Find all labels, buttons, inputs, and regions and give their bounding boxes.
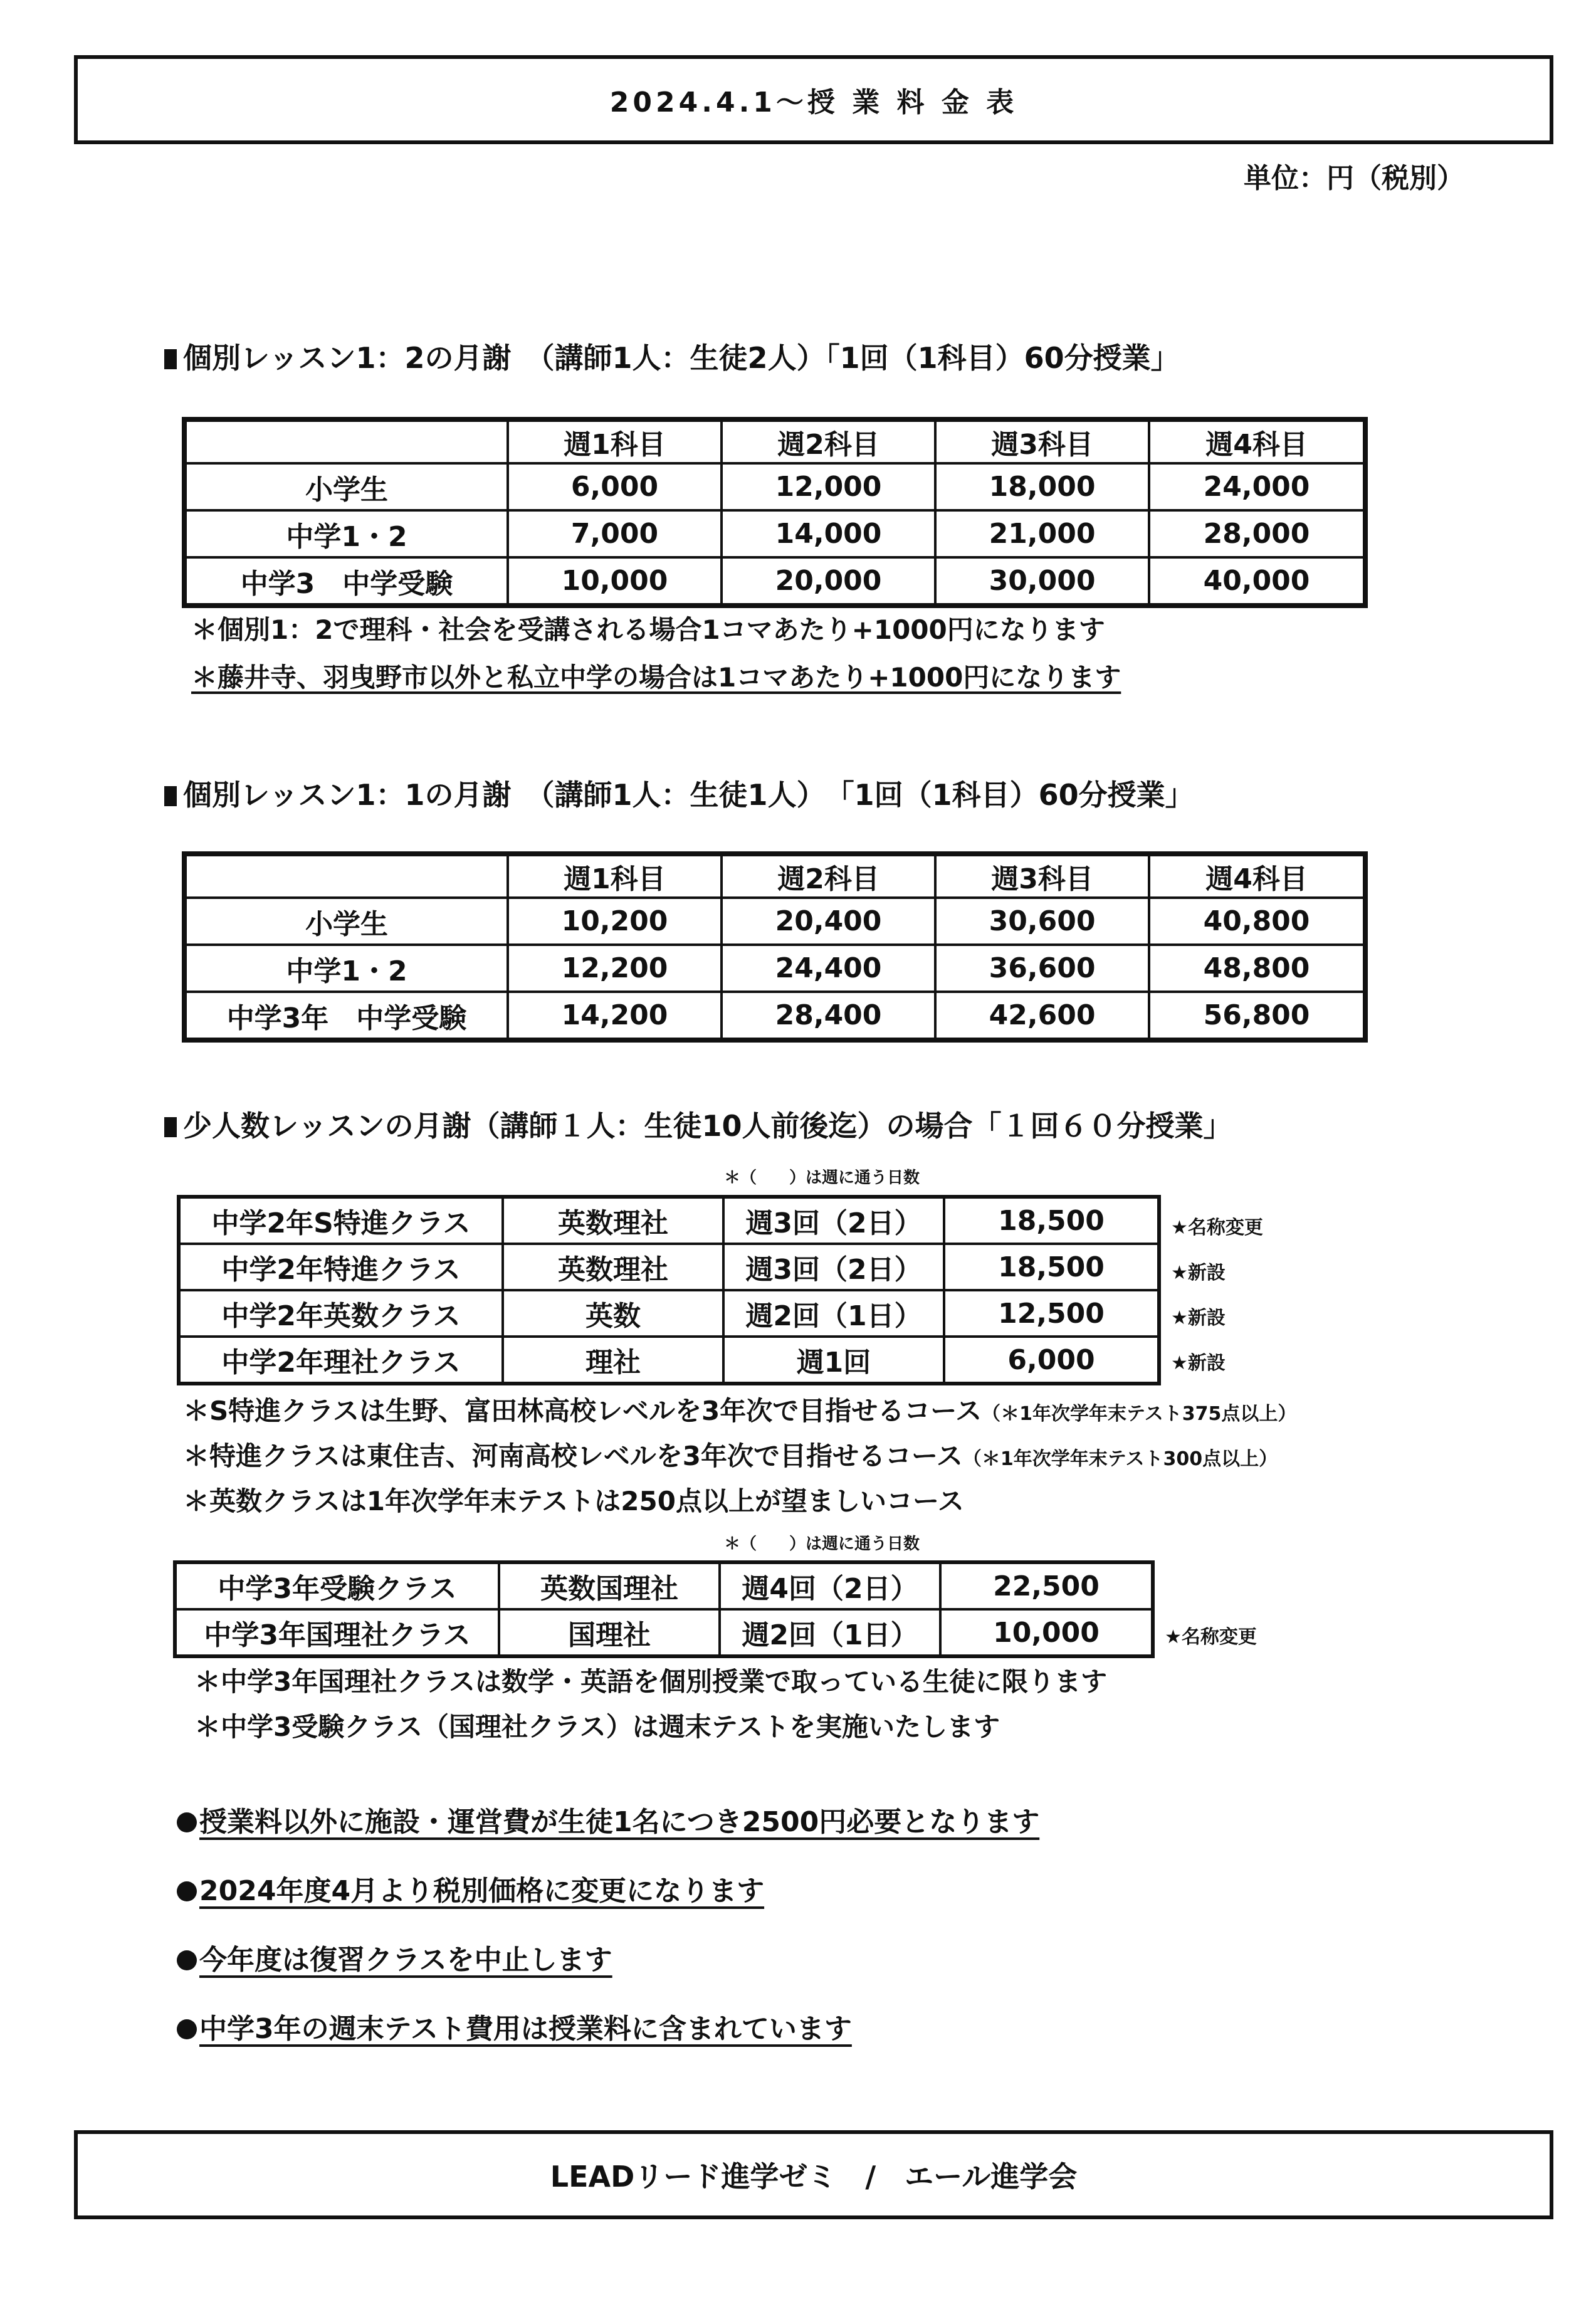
table-cell: 14,000 xyxy=(722,510,935,557)
note-small: （＊1年次学年末テスト300点以上） xyxy=(962,1448,1278,1470)
price-cell: 6,000 xyxy=(944,1337,1159,1384)
table-row xyxy=(184,510,1365,557)
table-header-cell: 週2科目 xyxy=(722,854,935,898)
table-cell: 36,600 xyxy=(935,945,1149,992)
table-cell: 12,200 xyxy=(508,945,722,992)
table-cell: 48,800 xyxy=(1149,945,1365,992)
table-row xyxy=(179,1290,1159,1337)
table-cell: 21,000 xyxy=(935,510,1149,557)
table-cell: 10,200 xyxy=(508,898,722,945)
note-main: ＊特進クラスは東住吉、河南高校レベルを3年次で目指せるコース xyxy=(183,1441,963,1471)
section1-heading-text: 個別レッスン1：2の月謝 （講師1人：生徒2人）「1回（1科目）60分授業」 xyxy=(183,341,1180,375)
change-mark: ★名称変更 xyxy=(1171,1217,1263,1239)
table-row xyxy=(184,463,1365,510)
price-cell: 12,500 xyxy=(944,1290,1159,1337)
table-small-group-3rd xyxy=(173,1560,1155,1658)
page-title: 2024.4.1～授 業 料 金 表 xyxy=(609,87,1018,118)
class-name-cell: 中学2年理社クラス xyxy=(179,1337,503,1384)
class-name-cell: 中学3年受験クラス xyxy=(175,1562,499,1609)
table-row xyxy=(184,945,1365,992)
change-mark: ★新設 xyxy=(1171,1307,1226,1329)
section4-caption: ＊（ ）は週に通う日数 xyxy=(724,1535,920,1553)
table-cell: 7,000 xyxy=(508,510,722,557)
table-cell: 40,000 xyxy=(1149,557,1365,606)
circle-bullet-icon xyxy=(177,1812,197,1832)
frequency-cell: 週2回（1日） xyxy=(720,1609,940,1656)
info-bullet xyxy=(177,2006,852,2046)
frequency-cell: 週3回（2日） xyxy=(723,1197,944,1244)
note-main: ＊S特進クラスは生野、富田林高校レベルを3年次で目指せるコース xyxy=(183,1395,982,1426)
table-row xyxy=(184,992,1365,1040)
title-box xyxy=(74,55,1553,144)
table-header-cell: 週3科目 xyxy=(935,854,1149,898)
change-mark: ★新設 xyxy=(1171,1352,1226,1374)
row-label: 小学生 xyxy=(184,463,508,510)
price-cell: 22,500 xyxy=(940,1562,1153,1609)
circle-bullet-icon xyxy=(177,2019,197,2039)
table-header-row xyxy=(184,419,1365,463)
section2-heading xyxy=(164,772,1194,814)
subjects-cell: 英数 xyxy=(503,1290,723,1337)
circle-bullet-icon xyxy=(177,1881,197,1901)
section3-heading xyxy=(164,1103,1232,1145)
section4-note: ＊中学3受験クラス（国理社クラス）は週末テストを実施いたします xyxy=(194,1711,1000,1742)
subjects-cell: 英数国理社 xyxy=(499,1562,720,1609)
section3-heading-text: 少人数レッスンの月謝（講師１人：生徒10人前後迄）の場合「１回６０分授業」 xyxy=(183,1109,1232,1143)
section1-note: ＊藤井寺、羽曳野市以外と私立中学の場合は1コマあたり+1000円になります xyxy=(191,662,1121,693)
subjects-cell: 理社 xyxy=(503,1337,723,1384)
section2-heading-text: 個別レッスン1：1の月謝 （講師1人：生徒1人） 「1回（1科目）60分授業」 xyxy=(183,778,1194,812)
frequency-cell: 週2回（1日） xyxy=(723,1290,944,1337)
section3-note xyxy=(183,1390,1296,1428)
table-cell: 42,600 xyxy=(935,992,1149,1040)
info-bullet-text: 授業料以外に施設・運営費が生徒1名につき2500円必要となります xyxy=(199,1806,1040,1838)
info-bullet-text: 2024年度4月より税別価格に変更になります xyxy=(199,1875,765,1907)
table-cell: 12,000 xyxy=(722,463,935,510)
info-bullet xyxy=(177,1937,612,1977)
info-bullet-text: 中学3年の週末テスト費用は授業料に含まれています xyxy=(199,2013,852,2045)
unit-label: 単位：円（税別） xyxy=(1244,162,1464,194)
table-cell: 28,000 xyxy=(1149,510,1365,557)
class-name-cell: 中学2年特進クラス xyxy=(179,1244,503,1290)
table-header-cell: 週1科目 xyxy=(508,854,722,898)
info-bullet xyxy=(177,1868,764,1908)
section1-note: ＊個別1：2で理科・社会を受講される場合1コマあたり+1000円になります xyxy=(191,614,1105,645)
table-header-cell: 週1科目 xyxy=(508,419,722,463)
table-row xyxy=(175,1609,1153,1656)
square-bullet-icon xyxy=(164,786,177,806)
section3-note xyxy=(183,1436,1278,1473)
table-row xyxy=(179,1244,1159,1290)
footer-text: LEADリード進学ゼミ / エール進学会 xyxy=(550,2160,1078,2194)
row-label: 中学3 中学受験 xyxy=(184,557,508,606)
note-small: （＊1年次学年末テスト375点以上） xyxy=(982,1403,1297,1425)
table-small-group-2nd xyxy=(177,1195,1161,1385)
square-bullet-icon xyxy=(164,349,177,369)
table-cell: 40,800 xyxy=(1149,898,1365,945)
table-header-row xyxy=(184,854,1365,898)
section3-caption: ＊（ ）は週に通う日数 xyxy=(724,1169,920,1187)
table-row xyxy=(184,898,1365,945)
subjects-cell: 国理社 xyxy=(499,1609,720,1656)
table-header-cell: 週3科目 xyxy=(935,419,1149,463)
price-cell: 10,000 xyxy=(940,1609,1153,1656)
section1-heading xyxy=(164,335,1180,377)
note-main: ＊英数クラスは1年次学年末テストは250点以上が望ましいコース xyxy=(183,1486,964,1516)
circle-bullet-icon xyxy=(177,1950,197,1970)
section4-note: ＊中学3年国理社クラスは数学・英語を個別授業で取っている生徒に限ります xyxy=(194,1666,1107,1697)
table-header-cell: 週4科目 xyxy=(1149,419,1365,463)
table-cell: 14,200 xyxy=(508,992,722,1040)
table-cell: 20,400 xyxy=(722,898,935,945)
table-row xyxy=(179,1337,1159,1384)
square-bullet-icon xyxy=(164,1117,177,1137)
footer-box xyxy=(74,2130,1553,2219)
table-cell: 30,600 xyxy=(935,898,1149,945)
table-cell: 6,000 xyxy=(508,463,722,510)
table-row xyxy=(175,1562,1153,1609)
subjects-cell: 英数理社 xyxy=(503,1244,723,1290)
table-cell: 10,000 xyxy=(508,557,722,606)
info-bullet xyxy=(177,1799,1039,1839)
row-label: 中学1・2 xyxy=(184,945,508,992)
change-mark: ★名称変更 xyxy=(1165,1626,1257,1648)
table-cell: 24,400 xyxy=(722,945,935,992)
table-row xyxy=(184,557,1365,606)
table-row xyxy=(179,1197,1159,1244)
table-cell: 20,000 xyxy=(722,557,935,606)
class-name-cell: 中学3年国理社クラス xyxy=(175,1609,499,1656)
table-1to2 xyxy=(182,417,1368,608)
price-cell: 18,500 xyxy=(944,1244,1159,1290)
table-cell: 18,000 xyxy=(935,463,1149,510)
table-cell: 28,400 xyxy=(722,992,935,1040)
info-bullet-text: 今年度は復習クラスを中止します xyxy=(199,1944,612,1976)
frequency-cell: 週3回（2日） xyxy=(723,1244,944,1290)
frequency-cell: 週1回 xyxy=(723,1337,944,1384)
price-cell: 18,500 xyxy=(944,1197,1159,1244)
table-cell: 56,800 xyxy=(1149,992,1365,1040)
table-cell: 24,000 xyxy=(1149,463,1365,510)
row-label: 小学生 xyxy=(184,898,508,945)
table-cell: 30,000 xyxy=(935,557,1149,606)
section3-note xyxy=(183,1481,964,1518)
change-mark: ★新設 xyxy=(1171,1262,1226,1284)
table-1to1 xyxy=(182,851,1368,1043)
frequency-cell: 週4回（2日） xyxy=(720,1562,940,1609)
table-header-cell: 週4科目 xyxy=(1149,854,1365,898)
subjects-cell: 英数理社 xyxy=(503,1197,723,1244)
table-header-cell: 週2科目 xyxy=(722,419,935,463)
row-label: 中学1・2 xyxy=(184,510,508,557)
class-name-cell: 中学2年S特進クラス xyxy=(179,1197,503,1244)
table-header-cell xyxy=(184,854,508,898)
table-header-cell xyxy=(184,419,508,463)
row-label: 中学3年 中学受験 xyxy=(184,992,508,1040)
class-name-cell: 中学2年英数クラス xyxy=(179,1290,503,1337)
